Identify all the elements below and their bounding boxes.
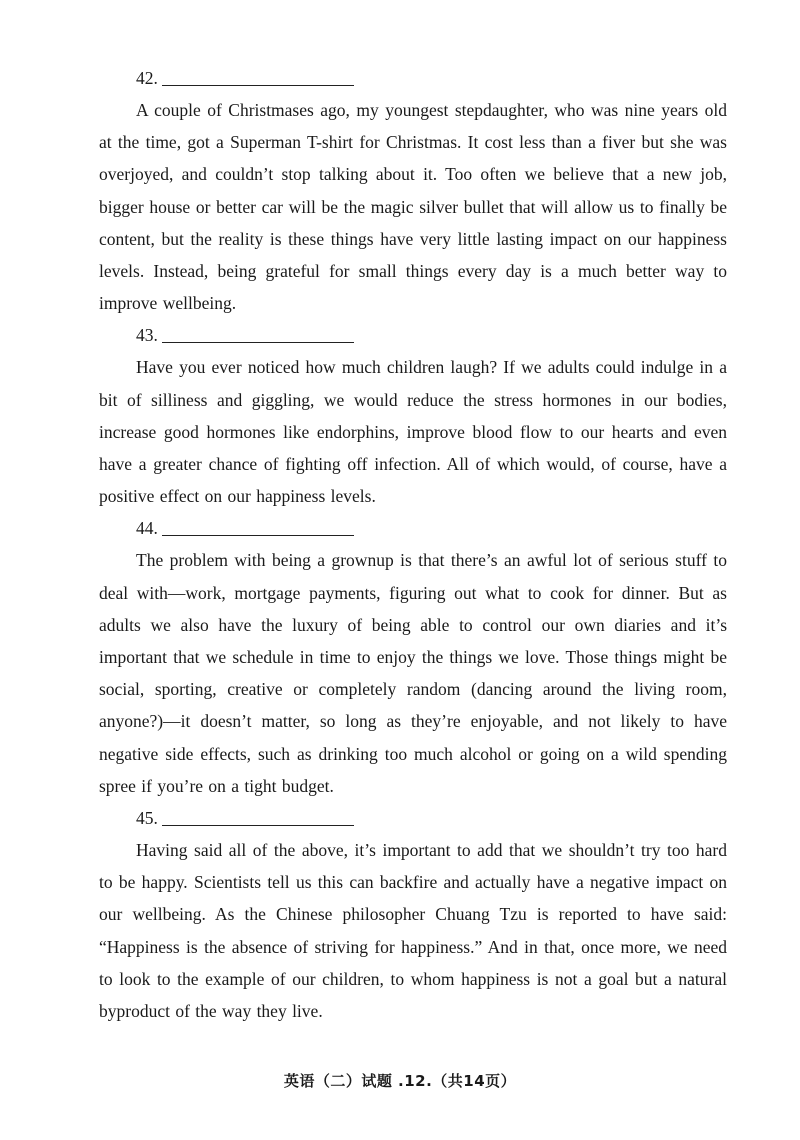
question-42-number <box>99 62 727 94</box>
paragraph-43: Have you ever noticed how much children laugh? If we adults could indulge in a bit of silliness and giggling, we would reduce the stress hormones in our bodies, increase good hormones like endorphins, improve blood flow to our hearts and even have a greater chance of fighting off infection. All of which would, of course, have a positive effect on our happiness levels. <box>99 357 727 507</box>
answer-blank-45[interactable] <box>162 805 354 826</box>
answer-blank-43[interactable] <box>162 322 354 343</box>
passage-content <box>99 62 727 1027</box>
question-number-label: 42. <box>136 68 158 88</box>
answer-blank-42[interactable] <box>162 65 354 86</box>
paragraph-42: A couple of Christmases ago, my youngest stepdaughter, who was nine years old at the time, got a Superman T-shirt for Christmas. It cost less than a fiver but she was overjoyed, and couldn’t stop talking about it. Too often we believe that a new job, bigger house or better car will be the magic silver bullet that will allow us to finally be content, but the reality is these things have very little lasting impact on our happiness levels. Instead, being grateful for small things every day is a much better way to improve wellbeing. <box>99 100 727 314</box>
paragraph-45: Having said all of the above, it’s important to add that we shouldn’t try too hard to be happy. Scientists tell us this can backfire and actually have a negative impact on our wellbeing. As the Chinese philosopher Chuang Tzu is reported to have said: “Happiness is the absence of striving for happiness.” And in that, once more, we need to look to the example of our children, to whom happiness is not a goal but a natural byproduct of the way they live. <box>99 840 727 1022</box>
answer-blank-44[interactable] <box>162 515 354 536</box>
question-number-label: 43. <box>136 325 158 346</box>
paragraph-44: The problem with being a grownup is that there’s an awful lot of serious stuff to deal with—work, mortgage payments, figuring out what to cook for dinner. But as adults we also have the luxury of being able to control our own diaries and it’s important that we schedule in time to enjoy the things we love. Those things might be social, sporting, creative or completely random (dancing around the living room, anyone?)—it doesn’t matter, so long as they’re enjoyable, and not likely to have negative side effects, such as drinking too much alcohol or going on a wild spending spree if you’re on a tight budget. <box>99 550 727 796</box>
page-footer: 英语（二）试题 .12.（共14页） <box>283 1072 517 1090</box>
question-43-number <box>99 319 727 351</box>
question-45-number <box>99 802 727 834</box>
question-number-label: 45. <box>136 808 158 829</box>
question-number-label: 44. <box>136 518 158 539</box>
question-44-number <box>99 512 727 544</box>
